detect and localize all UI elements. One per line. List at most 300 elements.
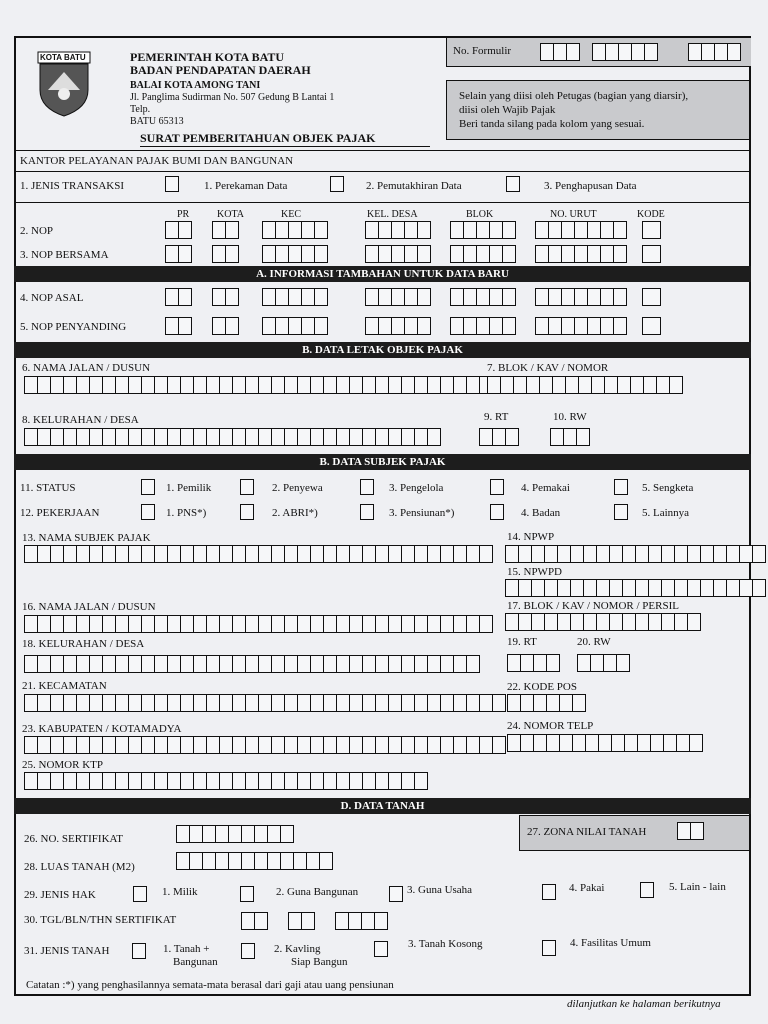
char-cell[interactable] — [280, 825, 294, 843]
char-cell[interactable] — [479, 428, 493, 446]
char-cell[interactable] — [440, 376, 454, 394]
nop-penyanding-pr[interactable] — [165, 317, 191, 335]
char-cell[interactable] — [297, 736, 311, 754]
char-cell[interactable] — [180, 376, 194, 394]
char-cell[interactable] — [297, 655, 311, 673]
char-cell[interactable] — [492, 694, 506, 712]
char-cell[interactable] — [613, 221, 627, 239]
char-cell[interactable] — [505, 428, 519, 446]
char-cell[interactable] — [301, 245, 315, 263]
subjek-rw-input[interactable] — [577, 654, 629, 672]
char-cell[interactable] — [440, 655, 454, 673]
kodepos-input[interactable] — [507, 694, 585, 712]
char-cell[interactable] — [561, 288, 575, 306]
char-cell[interactable] — [613, 317, 627, 335]
char-cell[interactable] — [212, 221, 226, 239]
char-cell[interactable] — [622, 545, 636, 563]
char-cell[interactable] — [450, 317, 464, 335]
char-cell[interactable] — [102, 615, 116, 633]
char-cell[interactable] — [550, 428, 564, 446]
char-cell[interactable] — [365, 221, 379, 239]
char-cell[interactable] — [687, 613, 701, 631]
char-cell[interactable] — [206, 615, 220, 633]
char-cell[interactable] — [401, 545, 415, 563]
char-cell[interactable] — [50, 772, 64, 790]
char-cell[interactable] — [502, 245, 516, 263]
char-cell[interactable] — [167, 694, 181, 712]
char-cell[interactable] — [336, 428, 350, 446]
char-cell[interactable] — [212, 245, 226, 263]
nop-penyanding-kel[interactable] — [365, 317, 430, 335]
char-cell[interactable] — [193, 694, 207, 712]
char-cell[interactable] — [374, 912, 388, 930]
char-cell[interactable] — [375, 736, 389, 754]
char-cell[interactable] — [505, 545, 519, 563]
char-cell[interactable] — [644, 43, 658, 61]
char-cell[interactable] — [24, 694, 38, 712]
char-cell[interactable] — [301, 221, 315, 239]
char-cell[interactable] — [572, 734, 586, 752]
char-cell[interactable] — [24, 428, 38, 446]
char-cell[interactable] — [752, 579, 766, 597]
char-cell[interactable] — [505, 613, 519, 631]
char-cell[interactable] — [232, 615, 246, 633]
char-cell[interactable] — [141, 376, 155, 394]
char-cell[interactable] — [677, 822, 691, 840]
char-cell[interactable] — [206, 428, 220, 446]
char-cell[interactable] — [648, 613, 662, 631]
nop-bersama-blok[interactable] — [450, 245, 515, 263]
char-cell[interactable] — [245, 428, 259, 446]
pekerjaan-checkbox-4[interactable] — [490, 504, 504, 520]
char-cell[interactable] — [297, 428, 311, 446]
char-cell[interactable] — [336, 772, 350, 790]
pekerjaan-checkbox-3[interactable] — [360, 504, 374, 520]
char-cell[interactable] — [388, 694, 402, 712]
char-cell[interactable] — [245, 736, 259, 754]
char-cell[interactable] — [275, 221, 289, 239]
char-cell[interactable] — [115, 545, 129, 563]
char-cell[interactable] — [635, 579, 649, 597]
char-cell[interactable] — [349, 376, 363, 394]
char-cell[interactable] — [362, 545, 376, 563]
char-cell[interactable] — [102, 736, 116, 754]
char-cell[interactable] — [674, 545, 688, 563]
char-cell[interactable] — [50, 736, 64, 754]
char-cell[interactable] — [414, 694, 428, 712]
char-cell[interactable] — [24, 772, 38, 790]
char-cell[interactable] — [414, 736, 428, 754]
char-cell[interactable] — [310, 545, 324, 563]
char-cell[interactable] — [323, 545, 337, 563]
char-cell[interactable] — [505, 579, 519, 597]
char-cell[interactable] — [193, 545, 207, 563]
char-cell[interactable] — [414, 615, 428, 633]
char-cell[interactable] — [301, 288, 315, 306]
char-cell[interactable] — [232, 376, 246, 394]
char-cell[interactable] — [206, 545, 220, 563]
char-cell[interactable] — [219, 376, 233, 394]
char-cell[interactable] — [297, 376, 311, 394]
char-cell[interactable] — [310, 736, 324, 754]
char-cell[interactable] — [154, 736, 168, 754]
char-cell[interactable] — [262, 288, 276, 306]
char-cell[interactable] — [388, 615, 402, 633]
char-cell[interactable] — [180, 694, 194, 712]
letak-jalan-input[interactable] — [24, 376, 505, 394]
char-cell[interactable] — [178, 221, 192, 239]
char-cell[interactable] — [574, 288, 588, 306]
char-cell[interactable] — [336, 694, 350, 712]
char-cell[interactable] — [167, 428, 181, 446]
char-cell[interactable] — [24, 615, 38, 633]
char-cell[interactable] — [288, 317, 302, 335]
char-cell[interactable] — [600, 245, 614, 263]
char-cell[interactable] — [574, 245, 588, 263]
char-cell[interactable] — [414, 545, 428, 563]
char-cell[interactable] — [557, 579, 571, 597]
nop-urut[interactable] — [535, 221, 626, 239]
char-cell[interactable] — [561, 317, 575, 335]
char-cell[interactable] — [596, 579, 610, 597]
char-cell[interactable] — [215, 825, 229, 843]
char-cell[interactable] — [128, 545, 142, 563]
char-cell[interactable] — [254, 825, 268, 843]
char-cell[interactable] — [245, 376, 259, 394]
char-cell[interactable] — [661, 613, 675, 631]
char-cell[interactable] — [284, 428, 298, 446]
char-cell[interactable] — [37, 736, 51, 754]
char-cell[interactable] — [349, 615, 363, 633]
char-cell[interactable] — [258, 655, 272, 673]
char-cell[interactable] — [89, 694, 103, 712]
char-cell[interactable] — [546, 734, 560, 752]
char-cell[interactable] — [576, 428, 590, 446]
char-cell[interactable] — [284, 694, 298, 712]
char-cell[interactable] — [466, 736, 480, 754]
char-cell[interactable] — [362, 772, 376, 790]
char-cell[interactable] — [574, 317, 588, 335]
char-cell[interactable] — [128, 428, 142, 446]
char-cell[interactable] — [267, 825, 281, 843]
char-cell[interactable] — [180, 772, 194, 790]
tgl-year-input[interactable] — [335, 912, 387, 930]
pekerjaan-checkbox-1[interactable] — [141, 504, 155, 520]
char-cell[interactable] — [513, 376, 527, 394]
nop-kode[interactable] — [642, 221, 660, 239]
char-cell[interactable] — [540, 43, 554, 61]
char-cell[interactable] — [189, 852, 203, 870]
char-cell[interactable] — [535, 245, 549, 263]
char-cell[interactable] — [713, 579, 727, 597]
letak-rw-input[interactable] — [550, 428, 589, 446]
char-cell[interactable] — [323, 694, 337, 712]
char-cell[interactable] — [128, 694, 142, 712]
char-cell[interactable] — [271, 655, 285, 673]
char-cell[interactable] — [193, 376, 207, 394]
nop-bersama-kel[interactable] — [365, 245, 430, 263]
char-cell[interactable] — [314, 288, 328, 306]
pekerjaan-checkbox-2[interactable] — [240, 504, 254, 520]
char-cell[interactable] — [476, 221, 490, 239]
char-cell[interactable] — [401, 655, 415, 673]
char-cell[interactable] — [479, 615, 493, 633]
char-cell[interactable] — [206, 736, 220, 754]
char-cell[interactable] — [546, 654, 560, 672]
char-cell[interactable] — [739, 579, 753, 597]
char-cell[interactable] — [479, 736, 493, 754]
char-cell[interactable] — [245, 772, 259, 790]
char-cell[interactable] — [202, 852, 216, 870]
char-cell[interactable] — [609, 613, 623, 631]
char-cell[interactable] — [176, 825, 190, 843]
char-cell[interactable] — [479, 545, 493, 563]
kecamatan-input[interactable] — [24, 694, 505, 712]
char-cell[interactable] — [553, 43, 567, 61]
char-cell[interactable] — [603, 654, 617, 672]
char-cell[interactable] — [63, 736, 77, 754]
char-cell[interactable] — [417, 288, 431, 306]
char-cell[interactable] — [713, 545, 727, 563]
char-cell[interactable] — [427, 376, 441, 394]
char-cell[interactable] — [193, 772, 207, 790]
nop-asal-kec[interactable] — [262, 288, 327, 306]
char-cell[interactable] — [427, 428, 441, 446]
char-cell[interactable] — [232, 428, 246, 446]
char-cell[interactable] — [401, 615, 415, 633]
char-cell[interactable] — [271, 376, 285, 394]
char-cell[interactable] — [63, 615, 77, 633]
char-cell[interactable] — [520, 734, 534, 752]
char-cell[interactable] — [128, 615, 142, 633]
char-cell[interactable] — [280, 852, 294, 870]
char-cell[interactable] — [676, 734, 690, 752]
char-cell[interactable] — [271, 545, 285, 563]
char-cell[interactable] — [102, 376, 116, 394]
char-cell[interactable] — [661, 579, 675, 597]
char-cell[interactable] — [180, 736, 194, 754]
char-cell[interactable] — [180, 655, 194, 673]
char-cell[interactable] — [336, 736, 350, 754]
char-cell[interactable] — [336, 615, 350, 633]
luas-input[interactable] — [176, 852, 332, 870]
char-cell[interactable] — [219, 545, 233, 563]
char-cell[interactable] — [453, 615, 467, 633]
char-cell[interactable] — [271, 772, 285, 790]
char-cell[interactable] — [642, 221, 661, 239]
char-cell[interactable] — [548, 245, 562, 263]
char-cell[interactable] — [552, 376, 566, 394]
char-cell[interactable] — [548, 317, 562, 335]
char-cell[interactable] — [650, 734, 664, 752]
nop-asal-kota[interactable] — [212, 288, 238, 306]
pekerjaan-checkbox-5[interactable] — [614, 504, 628, 520]
char-cell[interactable] — [271, 428, 285, 446]
char-cell[interactable] — [463, 245, 477, 263]
letak-rt-input[interactable] — [479, 428, 518, 446]
char-cell[interactable] — [115, 428, 129, 446]
char-cell[interactable] — [37, 615, 51, 633]
char-cell[interactable] — [178, 288, 192, 306]
char-cell[interactable] — [141, 655, 155, 673]
char-cell[interactable] — [642, 317, 661, 335]
char-cell[interactable] — [596, 545, 610, 563]
char-cell[interactable] — [700, 579, 714, 597]
char-cell[interactable] — [466, 615, 480, 633]
char-cell[interactable] — [288, 912, 302, 930]
char-cell[interactable] — [391, 288, 405, 306]
char-cell[interactable] — [219, 428, 233, 446]
tgl-month-input[interactable] — [288, 912, 314, 930]
char-cell[interactable] — [378, 221, 392, 239]
char-cell[interactable] — [310, 772, 324, 790]
char-cell[interactable] — [570, 579, 584, 597]
char-cell[interactable] — [258, 376, 272, 394]
char-cell[interactable] — [375, 428, 389, 446]
char-cell[interactable] — [258, 736, 272, 754]
char-cell[interactable] — [463, 288, 477, 306]
char-cell[interactable] — [544, 579, 558, 597]
char-cell[interactable] — [548, 221, 562, 239]
char-cell[interactable] — [674, 579, 688, 597]
char-cell[interactable] — [165, 317, 179, 335]
char-cell[interactable] — [466, 655, 480, 673]
char-cell[interactable] — [167, 655, 181, 673]
char-cell[interactable] — [245, 655, 259, 673]
char-cell[interactable] — [37, 376, 51, 394]
char-cell[interactable] — [714, 43, 728, 61]
nop-blok[interactable] — [450, 221, 515, 239]
char-cell[interactable] — [89, 615, 103, 633]
char-cell[interactable] — [284, 376, 298, 394]
char-cell[interactable] — [189, 825, 203, 843]
char-cell[interactable] — [561, 221, 575, 239]
char-cell[interactable] — [102, 545, 116, 563]
char-cell[interactable] — [76, 428, 90, 446]
char-cell[interactable] — [76, 376, 90, 394]
telp-input[interactable] — [507, 734, 702, 752]
char-cell[interactable] — [165, 245, 179, 263]
char-cell[interactable] — [141, 545, 155, 563]
char-cell[interactable] — [585, 734, 599, 752]
transaksi-opt1-checkbox[interactable] — [330, 176, 344, 192]
char-cell[interactable] — [167, 736, 181, 754]
char-cell[interactable] — [349, 736, 363, 754]
char-cell[interactable] — [489, 221, 503, 239]
char-cell[interactable] — [258, 772, 272, 790]
char-cell[interactable] — [297, 615, 311, 633]
char-cell[interactable] — [115, 694, 129, 712]
char-cell[interactable] — [622, 579, 636, 597]
jenis-checkbox-3[interactable] — [374, 941, 388, 957]
char-cell[interactable] — [591, 376, 605, 394]
char-cell[interactable] — [583, 579, 597, 597]
nop-penyanding-urut[interactable] — [535, 317, 626, 335]
char-cell[interactable] — [314, 317, 328, 335]
char-cell[interactable] — [598, 734, 612, 752]
char-cell[interactable] — [609, 579, 623, 597]
char-cell[interactable] — [154, 694, 168, 712]
char-cell[interactable] — [388, 428, 402, 446]
char-cell[interactable] — [440, 694, 454, 712]
char-cell[interactable] — [37, 694, 51, 712]
char-cell[interactable] — [193, 615, 207, 633]
char-cell[interactable] — [89, 736, 103, 754]
char-cell[interactable] — [404, 245, 418, 263]
char-cell[interactable] — [154, 772, 168, 790]
hak-checkbox-5[interactable] — [640, 882, 654, 898]
char-cell[interactable] — [206, 655, 220, 673]
char-cell[interactable] — [440, 736, 454, 754]
char-cell[interactable] — [463, 317, 477, 335]
char-cell[interactable] — [336, 545, 350, 563]
char-cell[interactable] — [453, 545, 467, 563]
char-cell[interactable] — [624, 734, 638, 752]
char-cell[interactable] — [310, 694, 324, 712]
char-cell[interactable] — [618, 43, 632, 61]
char-cell[interactable] — [700, 545, 714, 563]
char-cell[interactable] — [206, 772, 220, 790]
char-cell[interactable] — [50, 545, 64, 563]
char-cell[interactable] — [674, 613, 688, 631]
tgl-day-input[interactable] — [241, 912, 267, 930]
char-cell[interactable] — [271, 736, 285, 754]
char-cell[interactable] — [349, 428, 363, 446]
char-cell[interactable] — [232, 694, 246, 712]
char-cell[interactable] — [739, 545, 753, 563]
char-cell[interactable] — [687, 545, 701, 563]
nop-pr[interactable] — [165, 221, 191, 239]
char-cell[interactable] — [323, 615, 337, 633]
char-cell[interactable] — [50, 428, 64, 446]
char-cell[interactable] — [288, 221, 302, 239]
char-cell[interactable] — [336, 376, 350, 394]
char-cell[interactable] — [178, 317, 192, 335]
char-cell[interactable] — [232, 736, 246, 754]
char-cell[interactable] — [63, 772, 77, 790]
char-cell[interactable] — [275, 245, 289, 263]
char-cell[interactable] — [323, 736, 337, 754]
char-cell[interactable] — [365, 288, 379, 306]
char-cell[interactable] — [89, 655, 103, 673]
char-cell[interactable] — [600, 288, 614, 306]
nop-asal-pr[interactable] — [165, 288, 191, 306]
char-cell[interactable] — [24, 545, 38, 563]
char-cell[interactable] — [642, 245, 661, 263]
char-cell[interactable] — [414, 655, 428, 673]
char-cell[interactable] — [535, 221, 549, 239]
char-cell[interactable] — [362, 736, 376, 754]
char-cell[interactable] — [587, 245, 601, 263]
char-cell[interactable] — [417, 245, 431, 263]
char-cell[interactable] — [154, 655, 168, 673]
char-cell[interactable] — [391, 221, 405, 239]
char-cell[interactable] — [63, 376, 77, 394]
nop-kel[interactable] — [365, 221, 430, 239]
char-cell[interactable] — [115, 615, 129, 633]
char-cell[interactable] — [596, 613, 610, 631]
char-cell[interactable] — [688, 43, 702, 61]
char-cell[interactable] — [258, 615, 272, 633]
char-cell[interactable] — [76, 615, 90, 633]
char-cell[interactable] — [314, 221, 328, 239]
char-cell[interactable] — [167, 376, 181, 394]
char-cell[interactable] — [492, 736, 506, 754]
char-cell[interactable] — [310, 428, 324, 446]
char-cell[interactable] — [225, 221, 239, 239]
npwp-input[interactable] — [505, 545, 765, 563]
char-cell[interactable] — [115, 772, 129, 790]
